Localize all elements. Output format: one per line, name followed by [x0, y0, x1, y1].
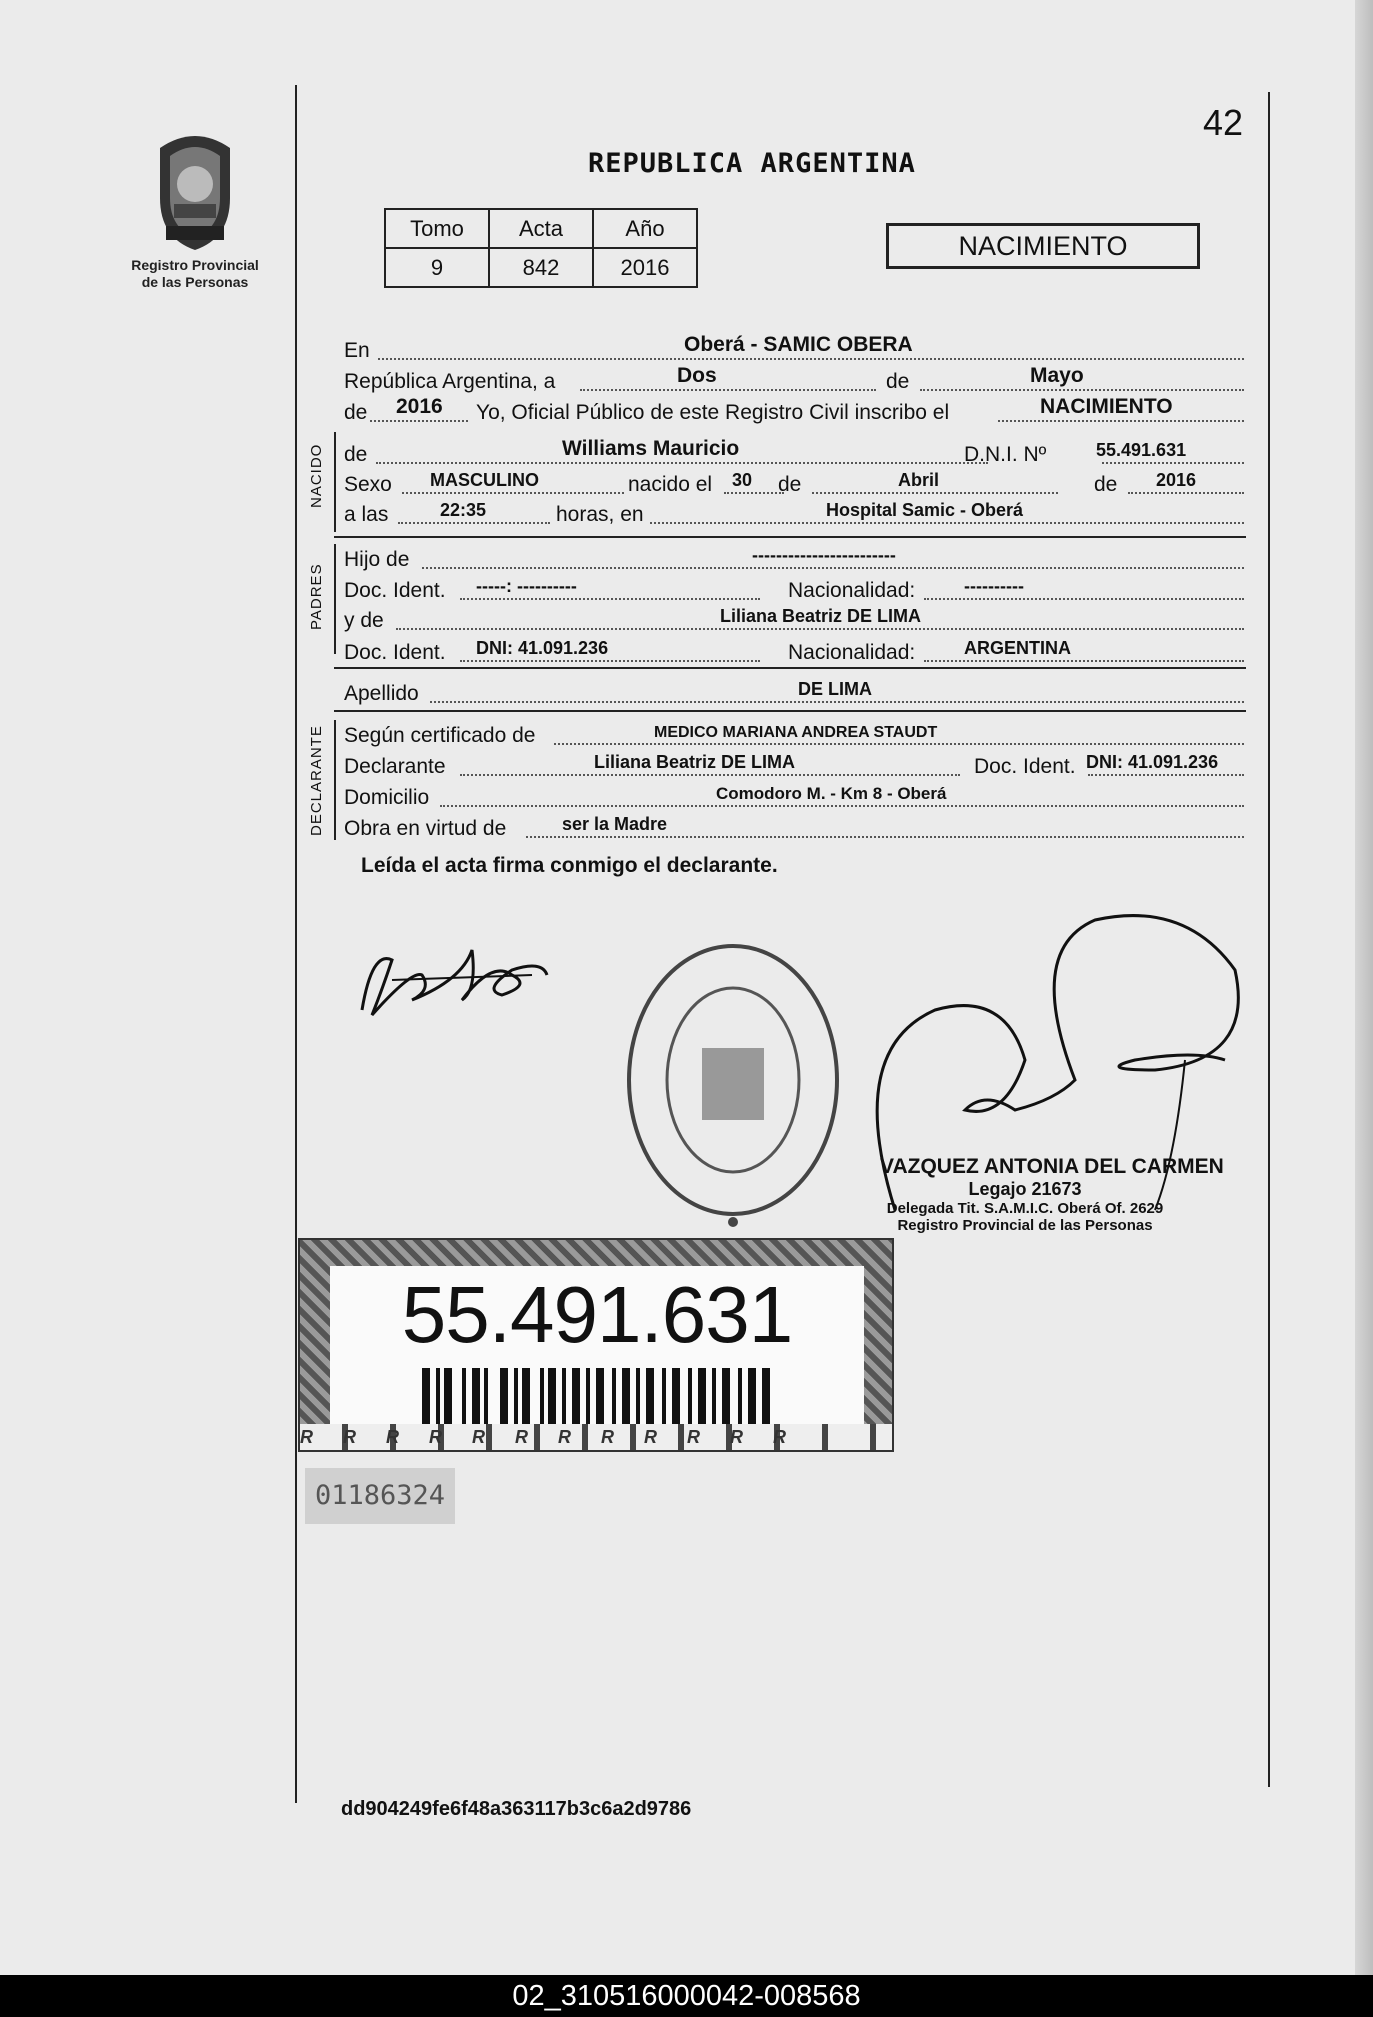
value-sex: MASCULINO: [430, 470, 539, 490]
row-mother: [344, 603, 1244, 633]
label-sexo: Sexo: [344, 473, 392, 496]
row-place: [344, 333, 1244, 363]
value-birth-day: 30: [732, 470, 753, 490]
dotted-line: [460, 774, 960, 776]
label-doc-ident: Doc. Ident.: [344, 641, 446, 664]
value-father-nat: ----------: [964, 576, 1024, 596]
dotted-line: [1128, 492, 1244, 494]
left-margin-line: [295, 85, 297, 1803]
dotted-line: [378, 358, 1244, 360]
label-domicilio: Domicilio: [344, 786, 430, 809]
dotted-line: [650, 522, 1244, 524]
barcode-number: 55.491.631: [401, 1270, 793, 1359]
value-declarant-doc: DNI: 41.091.236: [1086, 752, 1219, 772]
dotted-line: [402, 492, 624, 494]
value-birth-place: Hospital Samic - Oberá: [826, 500, 1024, 520]
dotted-line: [924, 660, 1244, 662]
security-strip: RRRRRRRRRRRR: [300, 1424, 892, 1450]
value-mother-nat: ARGENTINA: [964, 638, 1071, 658]
dotted-line: [440, 805, 1244, 807]
value-dni: 55.491.631: [1096, 440, 1187, 460]
row-inscription: [344, 395, 1244, 425]
page-number: 42: [1203, 102, 1244, 143]
label-en: En: [344, 339, 370, 362]
dotted-line: [376, 462, 988, 464]
label-nacido: nacido el: [628, 473, 713, 496]
value-place: Oberá - SAMIC OBERA: [684, 333, 913, 356]
value-birth-month: Abril: [898, 470, 940, 490]
label-apellido: Apellido: [344, 682, 419, 705]
value-father: ------------------------: [752, 545, 896, 565]
label-declarante: Declarante: [344, 755, 446, 778]
row-date: [344, 364, 1244, 394]
value-act-kind: NACIMIENTO: [1040, 395, 1173, 418]
label-hijo: Hijo de: [344, 548, 410, 571]
label-obra: Obra en virtud de: [344, 817, 507, 840]
value-capacity: ser la Madre: [562, 814, 668, 834]
dotted-line: [398, 522, 550, 524]
value-father-doc: -----: ----------: [476, 576, 577, 596]
side-label-padres: PADRES: [308, 563, 325, 630]
value-time: 22:35: [440, 500, 487, 520]
dotted-line: [370, 420, 468, 422]
dotted-line: [430, 701, 1244, 703]
label-certificado: Según certificado de: [344, 724, 536, 747]
row-certificate: [344, 718, 1244, 748]
logo-caption-line1: Registro Provincial: [131, 257, 259, 273]
record-value-acta: 842: [489, 248, 593, 287]
barcode-panel: [330, 1266, 864, 1428]
separator-line: [334, 667, 1246, 669]
value-mother: Liliana Beatriz DE LIMA: [720, 606, 922, 626]
row-surname: [344, 676, 1244, 706]
label-de: de: [1094, 473, 1118, 496]
stamp-code: 01186324: [305, 1468, 455, 1524]
label-yo-oficial: Yo, Oficial Público de este Registro Civil inscribo el: [476, 401, 950, 424]
value-declarant: Liliana Beatriz DE LIMA: [594, 752, 796, 772]
barcode-icon: [422, 1368, 772, 1424]
label-de: de: [886, 370, 910, 393]
dotted-line: [554, 743, 1244, 745]
value-address: Comodoro M. - Km 8 - Oberá: [716, 784, 947, 803]
section-bar-nacido: [334, 432, 336, 532]
record-table: [384, 208, 698, 288]
row-father: [344, 542, 1244, 572]
record-header-anio: Año: [593, 209, 697, 248]
value-name: Williams Mauricio: [562, 437, 740, 460]
value-day: Dos: [677, 364, 717, 387]
label-de: de: [344, 443, 368, 466]
side-label-nacido: NACIDO: [308, 443, 325, 508]
row-father-doc: [344, 573, 1244, 603]
separator-line: [334, 710, 1246, 712]
barcode-label: [298, 1238, 894, 1452]
officer-role: Delegada Tit. S.A.M.I.C. Oberá Of. 2629: [886, 1200, 1164, 1217]
value-surname: DE LIMA: [798, 679, 872, 699]
closing-statement: Leída el acta firma conmigo el declarante.: [361, 854, 778, 877]
right-margin-line: [1268, 92, 1270, 1787]
record-header-acta: Acta: [489, 209, 593, 248]
dotted-line: [920, 389, 1244, 391]
dotted-line: [998, 420, 1244, 422]
record-value-anio: 2016: [593, 248, 697, 287]
section-bar-declarante: [334, 720, 336, 840]
dotted-line: [460, 598, 760, 600]
value-certificate: MEDICO MARIANA ANDREA STAUDT: [654, 724, 938, 741]
record-type-box: NACIMIENTO: [886, 223, 1200, 269]
officer-legajo: Legajo 21673: [968, 1179, 1082, 1199]
label-alas: a las: [344, 503, 389, 526]
label-horas: horas, en: [556, 503, 644, 526]
value-year: 2016: [396, 395, 443, 418]
officer-org: Registro Provincial de las Personas: [897, 1217, 1153, 1234]
misiones-crest-icon: [150, 128, 240, 252]
label-nacionalidad: Nacionalidad:: [788, 641, 916, 664]
separator-line: [334, 536, 1246, 538]
dotted-line: [1088, 774, 1244, 776]
dotted-line: [580, 389, 876, 391]
officer-block: [880, 1155, 1224, 1234]
dotted-line: [460, 660, 760, 662]
logo-caption-line2: de las Personas: [141, 274, 249, 290]
document-hash: dd904249fe6f48a363117b3c6a2d9786: [341, 1798, 692, 1820]
dotted-line: [422, 567, 1244, 569]
label-de: de: [778, 473, 802, 496]
row-address: [344, 780, 1244, 810]
value-birth-year: 2016: [1156, 470, 1197, 490]
row-mother-doc: [344, 635, 1244, 665]
record-value-tomo: 9: [385, 248, 489, 287]
officer-name: VAZQUEZ ANTONIA DEL CARMEN: [880, 1155, 1224, 1178]
row-declarant: [344, 749, 1244, 779]
row-time-place: [344, 497, 1244, 527]
dotted-line: [812, 492, 1058, 494]
declarant-signature: [352, 930, 552, 1030]
label-doc-ident: Doc. Ident.: [974, 755, 1076, 778]
dotted-line: [526, 836, 1244, 838]
row-capacity: [344, 811, 1244, 841]
row-sex-birthdate: [344, 467, 1244, 497]
label-republica: República Argentina, a: [344, 370, 556, 393]
value-month: Mayo: [1030, 364, 1084, 387]
document-title: REPUBLICA ARGENTINA: [588, 148, 916, 179]
label-de: de: [344, 401, 368, 424]
side-label-declarante: DECLARANTE: [308, 725, 325, 836]
dotted-line: [724, 492, 784, 494]
record-header-tomo: Tomo: [385, 209, 489, 248]
dotted-line: [396, 628, 1244, 630]
label-dni: D.N.I. Nº: [964, 443, 1047, 466]
official-seal: [618, 936, 848, 1232]
value-mother-doc: DNI: 41.091.236: [476, 638, 609, 658]
dotted-line: [1102, 462, 1244, 464]
row-name: [344, 437, 1244, 467]
label-y-de: y de: [344, 609, 384, 632]
province-logo: [130, 128, 260, 291]
section-bar-padres: [334, 544, 336, 654]
label-doc-ident: Doc. Ident.: [344, 579, 446, 602]
dotted-line: [924, 598, 1244, 600]
footer-id: 02_310516000042-008568: [0, 1975, 1373, 2017]
label-nacionalidad: Nacionalidad:: [788, 579, 916, 602]
